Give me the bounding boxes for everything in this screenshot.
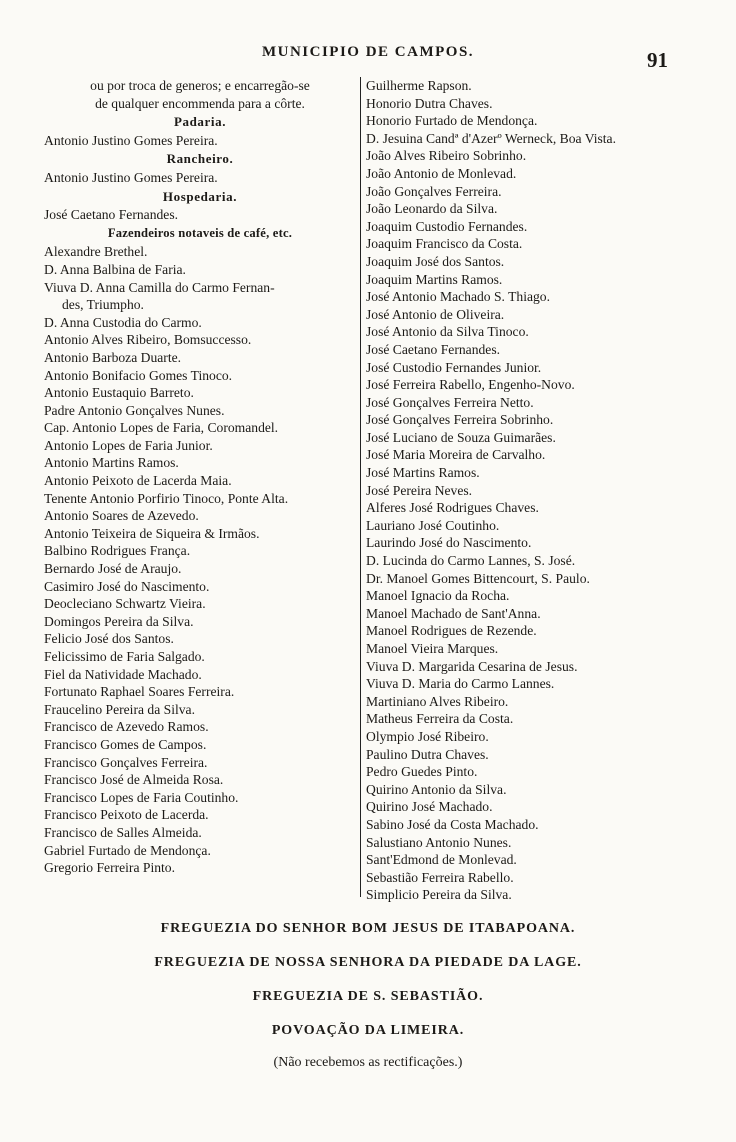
list-item: José Custodio Fernandes Junior. [366,359,542,375]
list-item: João Alves Ribeiro Sobrinho. [366,148,527,164]
list-item: Honorio Furtado de Mendonça. [366,113,538,129]
intro-line: de qualquer encommenda para a côrte. [95,95,305,111]
list-item: Matheus Ferreira da Costa. [366,711,514,727]
list-item: José Gonçalves Ferreira Netto. [366,394,534,410]
list-item: João Gonçalves Ferreira. [366,183,502,199]
list-item: Sant'Edmond de Monlevad. [366,852,517,868]
list-item: José Maria Moreira de Carvalho. [366,447,546,463]
list-item: Antonio Soares de Azevedo. [44,508,199,524]
list-item: José Antonio da Silva Tinoco. [366,324,529,340]
list-item: Viuva D. Margarida Cesarina de Jesus. [366,658,578,674]
list-item: Antonio Justino Gomes Pereira. [44,132,218,148]
list-item: Guilherme Rapson. [366,78,472,93]
list-item: Simplicio Pereira da Silva. [366,887,512,903]
list-item: Manoel Machado de Sant'Anna. [366,605,541,621]
list-item: Fiel da Natividade Machado. [44,666,202,682]
list-item: Antonio Eustaquio Barreto. [44,385,194,401]
list-item: José Antonio Machado S. Thiago. [366,289,551,305]
list-item: Quirino José Machado. [366,799,493,815]
list-item: Antonio Peixoto de Lacerda Maia. [44,473,232,489]
list-item: Antonio Alves Ribeiro, Bomsuccesso. [44,332,252,348]
list-item: Quirino Antonio da Silva. [366,781,507,797]
list-item: D. Lucinda do Carmo Lannes, S. José. [366,553,576,569]
list-item-continuation: des, Triumpho. [62,297,144,313]
list-item: Francisco José de Almeida Rosa. [44,772,224,788]
list-item: Bernardo José de Araujo. [44,561,182,577]
section-titles [0,912,736,1078]
list-item: Domingos Pereira da Silva. [44,613,194,629]
list-item: José Luciano de Souza Guimarães. [366,429,556,445]
list-item: Pedro Guedes Pinto. [366,764,478,780]
list-item: Sabino José da Costa Machado. [366,816,539,832]
page-number: 91 [647,48,668,72]
list-item: Casimiro José do Nascimento. [44,578,210,594]
list-item: Antonio Lopes de Faria Junior. [44,437,213,453]
list-item: João Antonio de Monlevad. [366,165,517,181]
list-item: Cap. Antonio Lopes de Faria, Coromandel. [44,420,279,436]
section-title: FREGUEZIA DO SENHOR BOM JESUS DE ITABAPOANA. [160,921,576,936]
list-item: Fortunato Raphael Soares Ferreira. [44,684,235,700]
list-item: Paulino Dutra Chaves. [366,746,489,762]
list-item: Martiniano Alves Ribeiro. [366,693,509,709]
list-item: Antonio Bonifacio Gomes Tinoco. [44,367,233,383]
list-item: D. Jesuina Candª d'Azerº Werneck, Boa Vista. [366,130,616,146]
left-column [44,77,356,897]
section-heading-hospedaria: Hospedaria. [162,188,238,204]
list-item: José Caetano Fernandes. [366,341,501,357]
section-heading-rancheiro: Rancheiro. [166,151,234,167]
list-item: Manoel Rodrigues de Rezende. [366,623,537,639]
list-item: Dr. Manoel Gomes Bittencourt, S. Paulo. [366,570,590,586]
list-item: Lauriano José Coutinho. [366,517,500,533]
list-item: Alexandre Brethel. [44,244,148,260]
list-item: Tenente Antonio Porfirio Tinoco, Ponte Alta. [44,490,289,506]
list-item: Viuva D. Anna Camilla do Carmo Fernan- [44,279,275,295]
list-item: Gregorio Ferreira Pinto. [44,860,175,876]
section-heading-fazendeiros: Fazendeiros notaveis de café, etc. [107,225,293,240]
list-item: Laurindo José do Nascimento. [366,535,532,551]
list-item: Antonio Teixeira de Siqueira & Irmãos. [44,525,260,541]
intro-line: ou por troca de generos; e encarregão-se [90,78,310,93]
footnote: (Não recebemos as rectificações.) [273,1055,463,1070]
section-title: POVOAÇÃO DA LIMEIRA. [271,1023,465,1038]
list-item: Felicio José dos Santos. [44,631,174,647]
list-item: Alferes José Rodrigues Chaves. [366,500,539,516]
section-title: FREGUEZIA DE NOSSA SENHORA DA PIEDADE DA LAGE. [154,955,582,970]
list-item: Antonio Barboza Duarte. [44,349,182,365]
list-item: José Pereira Neves. [366,482,473,498]
list-item: Joaquim Martins Ramos. [366,271,503,287]
list-item: Padre Antonio Gonçalves Nunes. [44,402,225,418]
list-item: Honorio Dutra Chaves. [366,95,493,111]
list-item: José Antonio de Oliveira. [366,306,505,322]
list-item: Joaquim Custodio Fernandes. [366,218,528,234]
list-item: José Ferreira Rabello, Engenho-Novo. [366,377,575,393]
list-item: Francisco de Azevedo Ramos. [44,719,209,735]
list-item: Fraucelino Pereira da Silva. [44,701,195,717]
list-item: Salustiano Antonio Nunes. [366,834,512,850]
list-item: João Leonardo da Silva. [366,201,498,217]
list-item: Joaquim Francisco da Costa. [366,236,523,252]
list-item: Antonio Justino Gomes Pereira. [44,169,218,185]
right-column [360,77,698,903]
list-item: Francisco Lopes de Faria Coutinho. [44,789,239,805]
list-item: Antonio Martins Ramos. [44,455,179,471]
section-heading-padaria: Padaria. [173,114,227,130]
list-item: Francisco Gomes de Campos. [44,736,207,752]
list-item: Sebastião Ferreira Rabello. [366,869,514,885]
list-item: Viuva D. Maria do Carmo Lannes. [366,676,555,692]
list-item: José Caetano Fernandes. [44,207,179,223]
list-item: Olympio José Ribeiro. [366,728,489,744]
list-item: Felicissimo de Faria Salgado. [44,649,205,664]
list-item: D. Anna Custodia do Carmo. [44,314,202,330]
list-item: Joaquim José dos Santos. [366,253,505,269]
list-item: Deocleciano Schwartz Vieira. [44,596,206,612]
list-item: Balbino Rodrigues França. [44,543,191,559]
running-head: MUNICIPIO DE CAMPOS. [261,44,475,60]
list-item: Francisco Peixoto de Lacerda. [44,807,209,823]
section-title: FREGUEZIA DE S. SEBASTIÃO. [252,989,484,1004]
list-item: Manoel Ignacio da Rocha. [366,588,510,604]
list-item: Francisco de Salles Almeida. [44,824,202,840]
list-item: José Gonçalves Ferreira Sobrinho. [366,412,554,428]
list-item: D. Anna Balbina de Faria. [44,261,186,277]
list-item: Francisco Gonçalves Ferreira. [44,754,208,770]
list-item: Gabriel Furtado de Mendonça. [44,842,211,858]
list-item: Manoel Vieira Marques. [366,641,499,656]
list-item: José Martins Ramos. [366,465,480,481]
